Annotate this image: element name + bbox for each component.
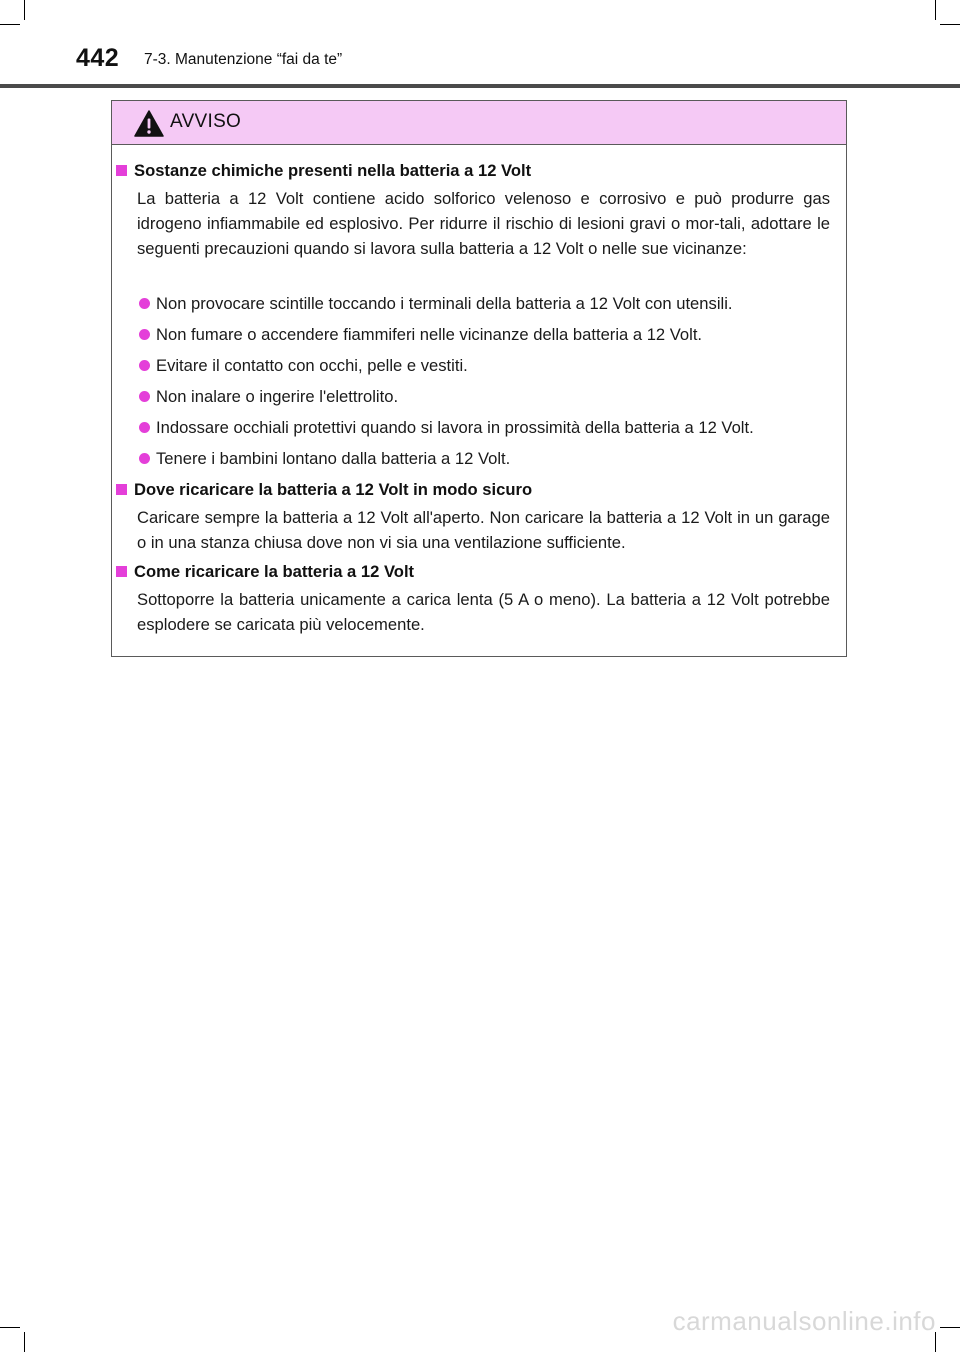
crop-mark (940, 24, 960, 25)
section-heading-text: Sostanze chimiche presenti nella batteria a 12 Volt (134, 161, 532, 180)
round-bullet-icon (139, 391, 150, 402)
list-item (139, 384, 839, 409)
list-item (139, 446, 839, 471)
section-heading (116, 477, 532, 502)
warning-title: AVVISO (170, 111, 242, 132)
section-paragraph: Sottoporre la batteria unicamente a carica lenta (5 A o meno). La batteria a 12 Volt potrebbe esplodere se caricata più velocemente. (137, 590, 830, 634)
round-bullet-icon (139, 298, 150, 309)
round-bullet-icon (139, 422, 150, 433)
list-item-text: Tenere i bambini lontano dalla batteria a 12 Volt. (156, 449, 511, 468)
square-bullet-icon (116, 566, 127, 577)
section-heading-text: Come ricaricare la batteria a 12 Volt (134, 562, 415, 581)
square-bullet-icon (116, 165, 127, 176)
list-item-text: Indossare occhiali protettivi quando si lavora in prossimità della batteria a 12 Volt. (156, 418, 754, 437)
section-heading-text: Dove ricaricare la batteria a 12 Volt in modo sicuro (134, 480, 533, 499)
crop-mark (0, 24, 20, 25)
list-item-text: Non inalare o ingerire l'elettrolito. (156, 387, 399, 406)
round-bullet-icon (139, 360, 150, 371)
list-item (139, 322, 839, 347)
list-item (139, 291, 839, 316)
list-item (139, 353, 839, 378)
square-bullet-icon (116, 484, 127, 495)
section-paragraph: Caricare sempre la batteria a 12 Volt all'aperto. Non caricare la batteria a 12 Volt in un garage o in una stanza chiusa dove non vi sia una ventilazione sufficiente. (137, 508, 830, 552)
section-title: 7-3. Manutenzione “fai da te” (144, 51, 343, 68)
list-item-text: Non provocare scintille toccando i terminali della batteria a 12 Volt con utensili. (156, 294, 733, 313)
crop-mark (24, 1332, 25, 1352)
list-item-text: Non fumare o accendere fiammiferi nelle vicinanze della batteria a 12 Volt. (156, 325, 703, 344)
page-number: 442 (76, 44, 120, 72)
warning-triangle-icon (134, 110, 164, 137)
section-heading (116, 158, 531, 183)
round-bullet-icon (139, 329, 150, 340)
crop-mark (0, 1327, 20, 1328)
list-item-text: Evitare il contatto con occhi, pelle e vestiti. (156, 356, 468, 375)
watermark: carmanualsonline.info (672, 1306, 936, 1336)
section-heading (116, 559, 414, 584)
list-item (139, 415, 839, 440)
crop-mark (24, 0, 25, 20)
crop-mark (940, 1327, 960, 1328)
section-paragraph: La batteria a 12 Volt contiene acido solforico velenoso e corrosivo e può produrre gas idrogeno infiammabile ed esplosivo. Per ridurre il rischio di lesioni gravi o mor-tali, adottare le seguenti precauzioni quando si lavora sulla batteria a 12 Volt o nelle sue vicinanze: (137, 189, 830, 258)
warning-header (112, 101, 846, 145)
header-rule (0, 84, 960, 88)
crop-mark (935, 0, 936, 20)
round-bullet-icon (139, 453, 150, 464)
warning-box (111, 100, 847, 657)
